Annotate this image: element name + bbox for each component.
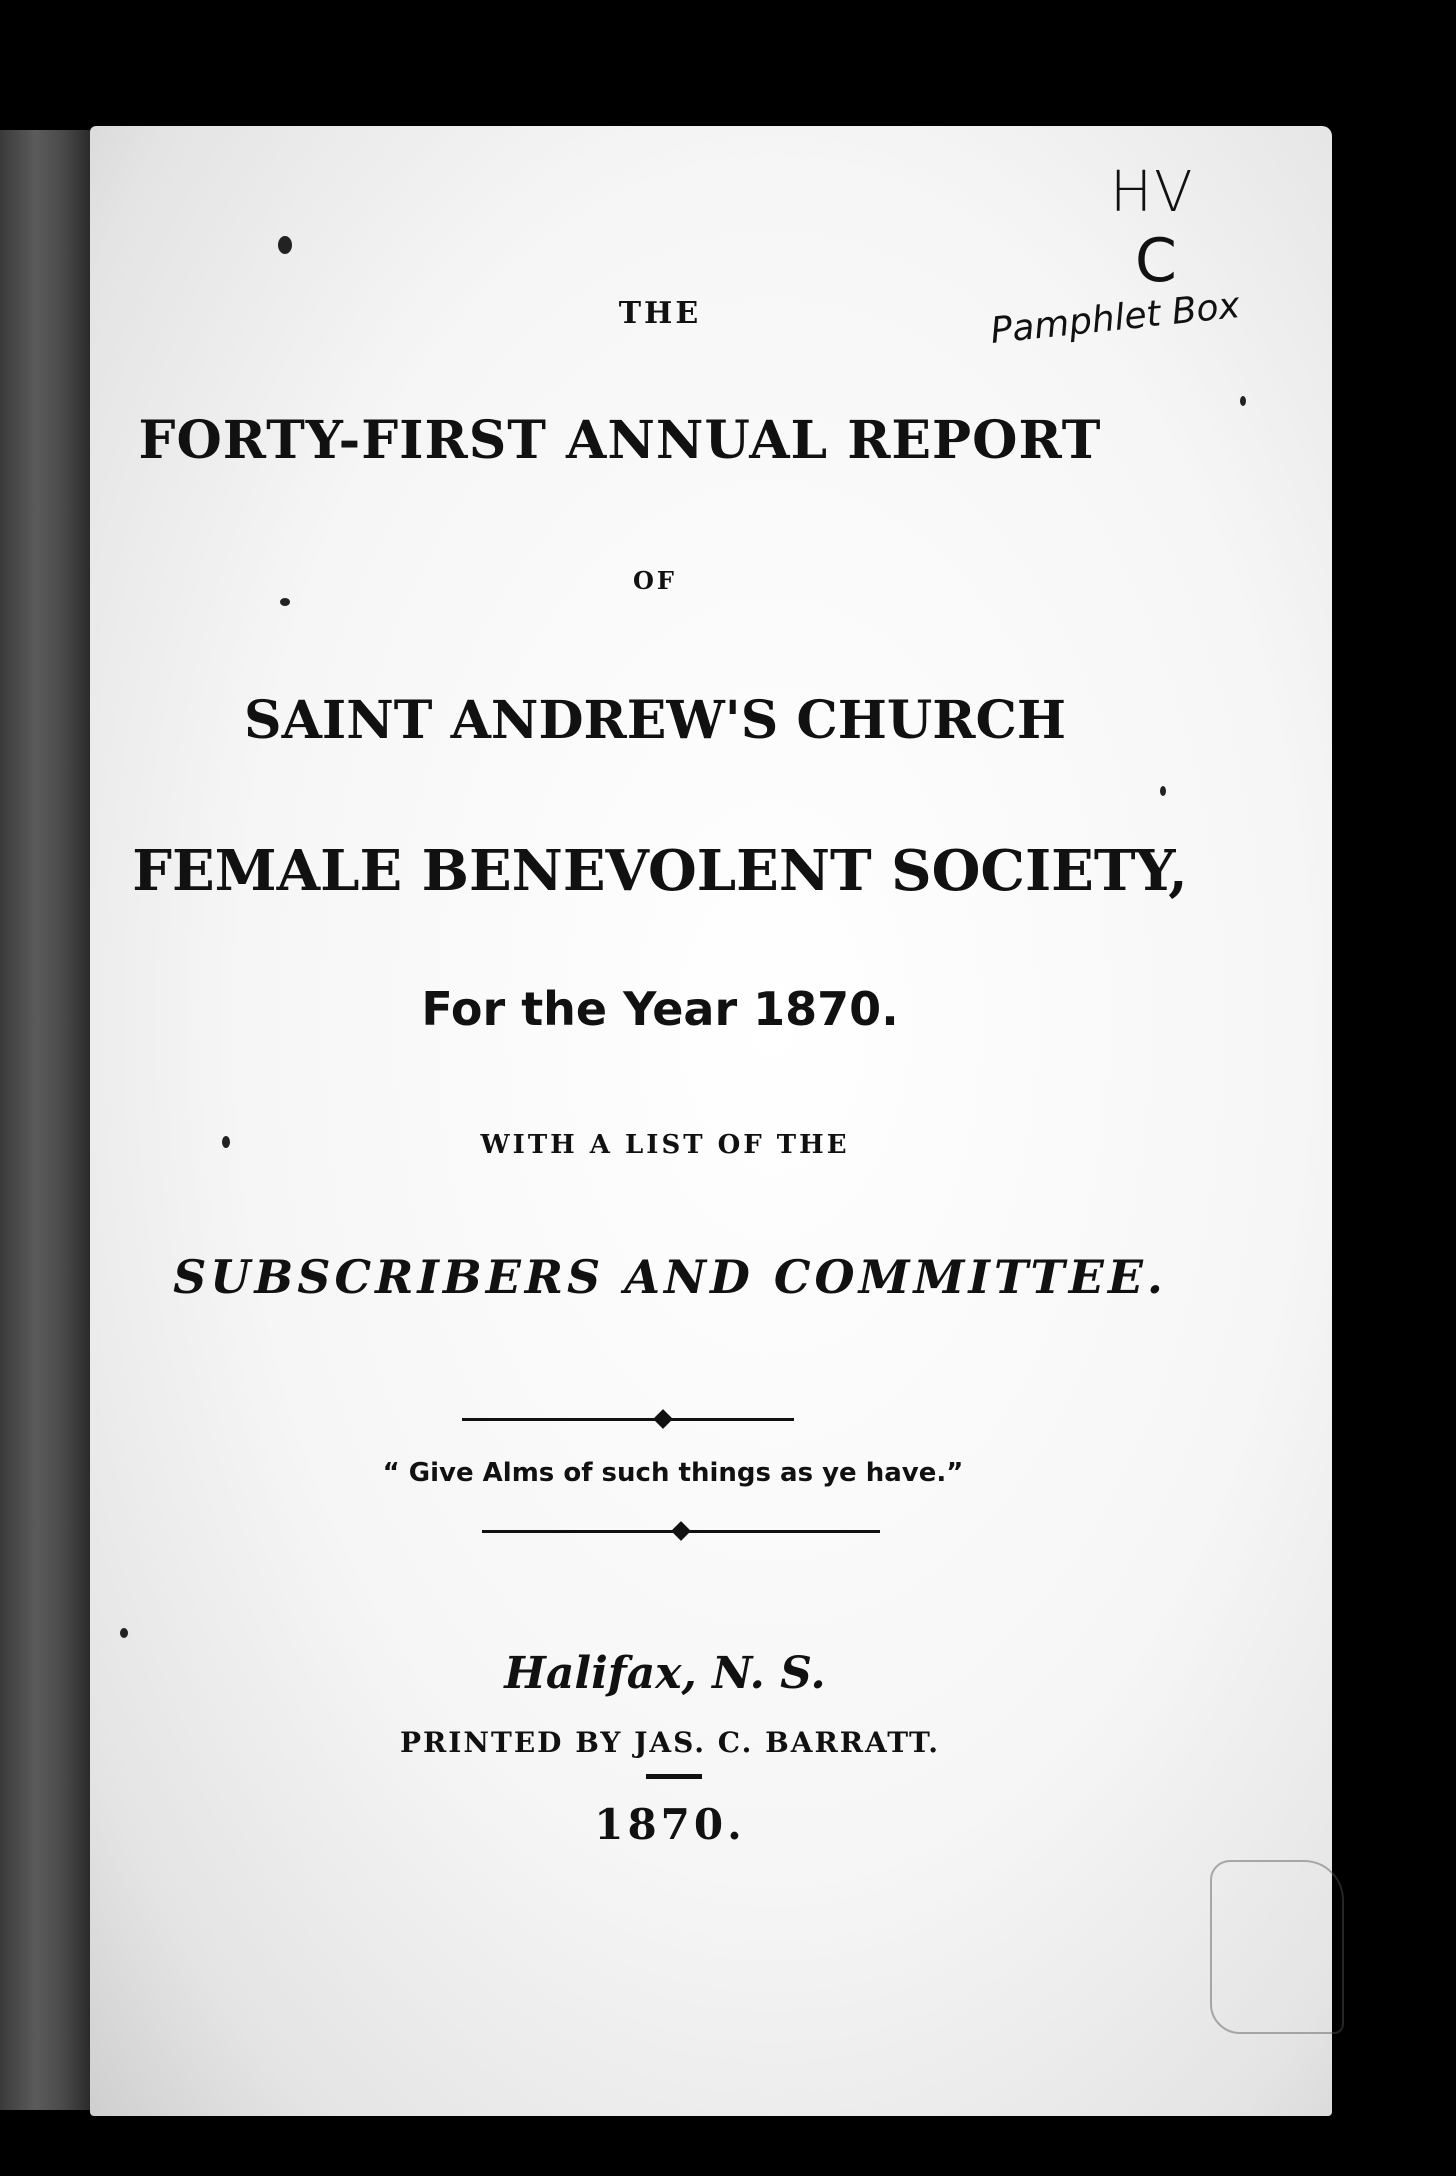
report-title: FORTY-FIRST ANNUAL REPORT <box>138 410 1102 471</box>
society-name: FEMALE BENEVOLENT SOCIETY, <box>132 838 1188 904</box>
corner-stain <box>1210 1860 1344 2034</box>
printer-line: PRINTED BY JAS. C. BARRATT. <box>399 1726 941 1759</box>
publication-date: 1870. <box>594 1800 746 1849</box>
handwritten-call-number: HV <box>1110 160 1195 225</box>
handwritten-letter: C <box>1135 226 1177 296</box>
church-name: SAINT ANDREW'S CHURCH <box>244 690 1066 751</box>
ink-speck <box>222 1136 230 1148</box>
ornamental-rule-top <box>462 1418 794 1421</box>
heading-of: OF <box>633 566 677 595</box>
year-line: For the Year 1870. <box>421 982 899 1036</box>
subscribers-line: SUBSCRIBERS AND COMMITTEE. <box>173 1250 1167 1304</box>
with-list-line: WITH A LIST OF THE <box>480 1130 850 1160</box>
handwritten-pamphlet-box: Pamphlet Box <box>988 285 1242 352</box>
film-edge <box>1332 120 1456 2120</box>
ink-speck <box>1160 786 1166 796</box>
ink-speck <box>120 1628 128 1638</box>
heading-the: THE <box>618 296 702 331</box>
ink-speck <box>280 598 290 606</box>
motto: “ Give Alms of such things as ye have.” <box>382 1458 964 1488</box>
place-of-publication: Halifax, N. S. <box>504 1648 826 1699</box>
short-rule <box>646 1774 702 1779</box>
ink-speck <box>278 236 292 254</box>
ink-speck <box>1240 396 1246 406</box>
